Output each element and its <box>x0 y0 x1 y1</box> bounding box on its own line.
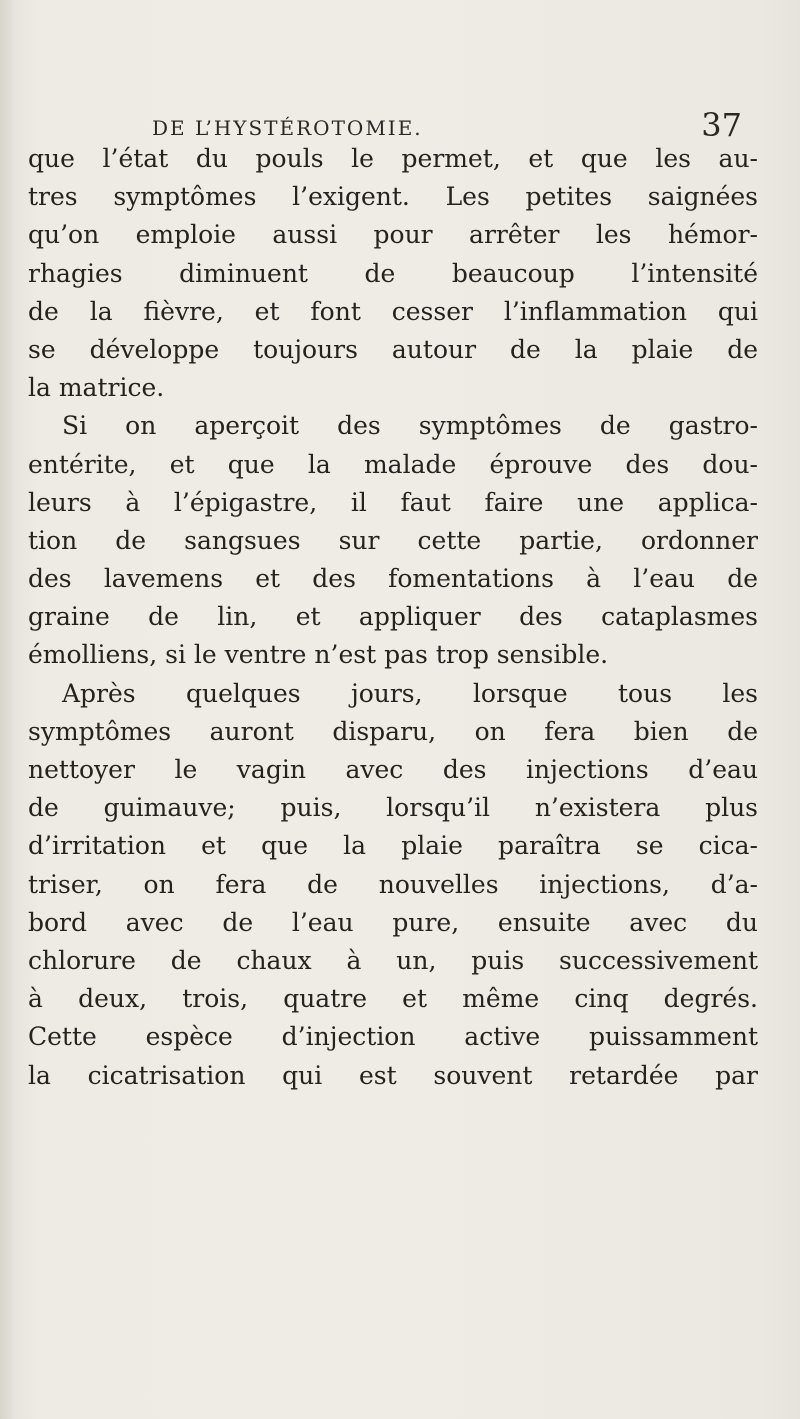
text-line: triser, on fera de nouvelles injections, d’a- <box>28 869 758 899</box>
text-line: tion de sangsues sur cette partie, ordonner <box>28 525 758 555</box>
body-text <box>28 140 758 1095</box>
text-line: rhagies diminuent de beaucoup l’intensité <box>28 258 758 288</box>
text-line: graine de lin, et appliquer des cataplasmes <box>28 602 758 632</box>
text-line: de la fièvre, et font cesser l’inflammation qui <box>28 296 758 326</box>
text-line: leurs à l’épigastre, il faut faire une applica- <box>28 487 758 517</box>
text-line: symptômes auront disparu, on fera bien de <box>28 716 758 746</box>
text-line: Après quelques jours, lorsque tous les <box>62 678 758 708</box>
text-line: bord avec de l’eau pure, ensuite avec du <box>28 907 758 937</box>
text-line: à deux, trois, quatre et même cinq degrés. <box>28 984 758 1014</box>
text-line: que l’état du pouls le permet, et que les au- <box>28 144 758 173</box>
text-line: nettoyer le vagin avec des injections d’eau <box>28 755 758 784</box>
running-head-title: DE L’HYSTÉROTOMIE. <box>152 116 423 140</box>
text-line: entérite, et que la malade éprouve des dou- <box>28 449 758 479</box>
text-line: des lavemens et des fomentations à l’eau de <box>28 564 758 594</box>
page-binding-edge <box>0 0 14 1419</box>
text-line: la matrice. <box>28 373 165 403</box>
page-number: 37 <box>701 106 742 144</box>
text-line: se développe toujours autour de la plaie de <box>28 334 758 364</box>
text-line: chlorure de chaux à un, puis successivement <box>28 945 758 975</box>
text-line: tres symptômes l’exigent. Les petites saignées <box>28 182 758 212</box>
text-line: de guimauve; puis, lorsqu’il n’existera plus <box>28 793 758 823</box>
text-line: qu’on emploie aussi pour arrêter les hémor- <box>28 220 758 250</box>
text-line: Si on aperçoit des symptômes de gastro- <box>62 411 758 441</box>
text-line: d’irritation et que la plaie paraîtra se cica- <box>28 831 758 861</box>
text-line: émolliens, si le ventre n’est pas trop sensible. <box>28 640 609 670</box>
text-line: la cicatrisation qui est souvent retardée par <box>28 1060 758 1090</box>
text-line: Cette espèce d’injection active puissamment <box>28 1022 758 1052</box>
